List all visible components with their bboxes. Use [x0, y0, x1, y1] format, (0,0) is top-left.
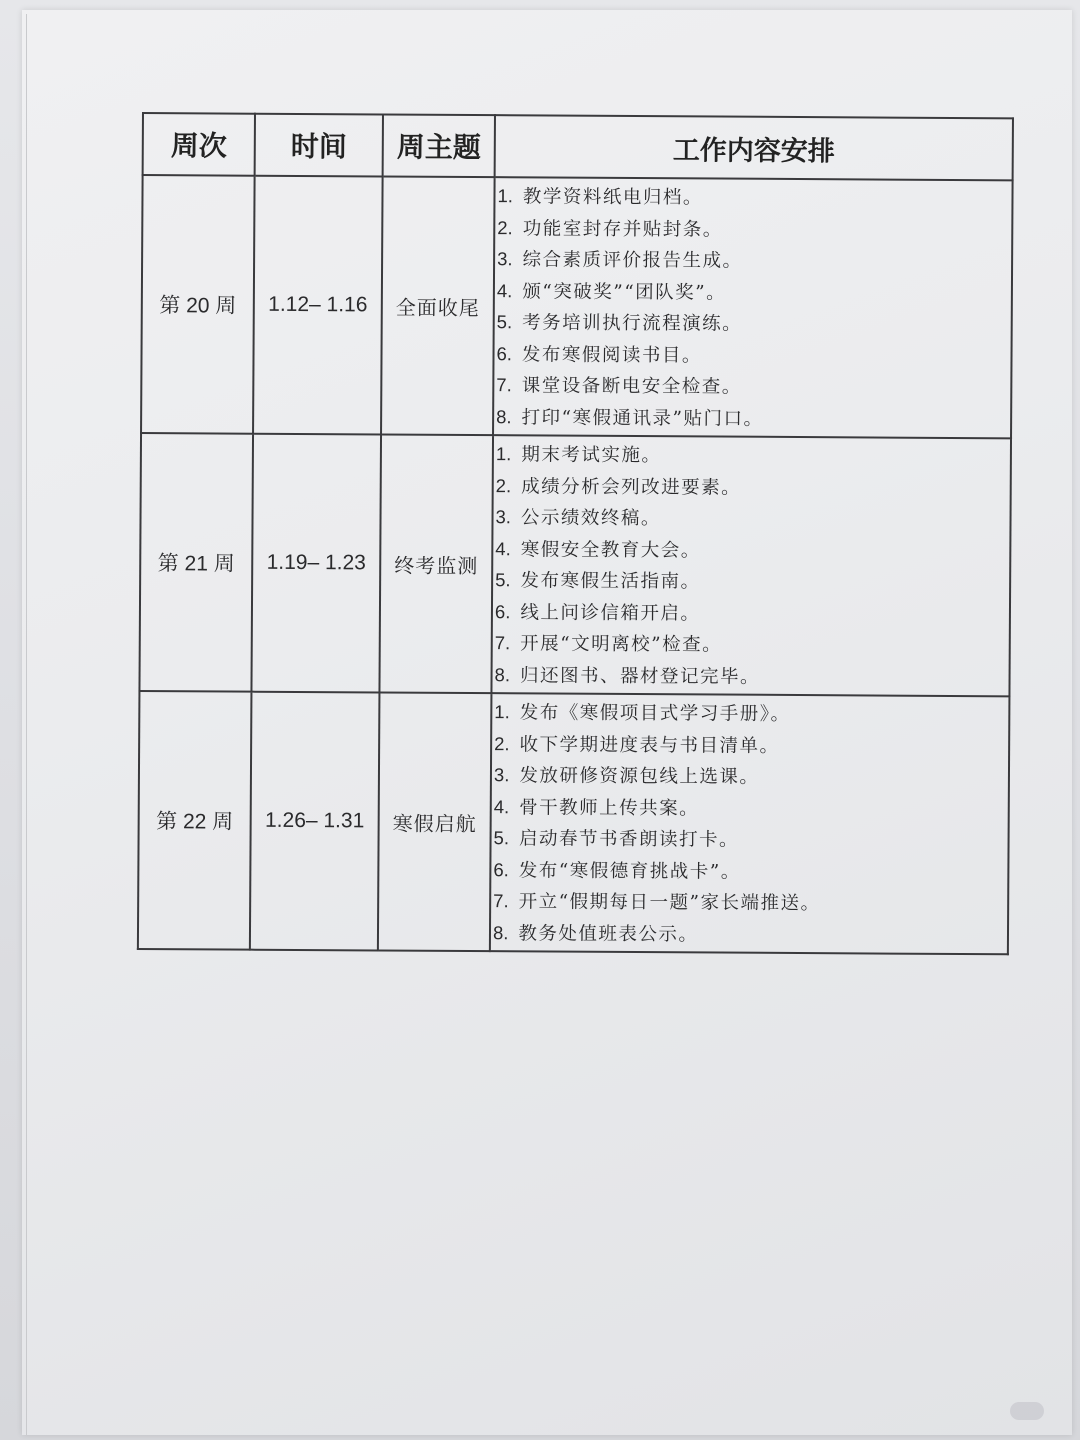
task-item	[496, 470, 1010, 505]
tasks-cell	[491, 435, 1011, 696]
task-item	[496, 369, 1010, 404]
task-number: 6.	[496, 342, 513, 364]
task-text: 教务处值班表公示。	[518, 922, 699, 945]
task-item	[495, 596, 1009, 631]
task-text: 公示绩效终稿。	[520, 507, 662, 530]
task-item	[495, 501, 1009, 536]
task-text: 成绩分析会列改进要素。	[521, 475, 742, 499]
task-number: 6.	[494, 600, 511, 622]
task-number: 7.	[494, 632, 511, 654]
task-item	[493, 885, 1007, 920]
task-text: 教学资料纸电归档。	[522, 186, 704, 209]
week-cell: 第 22 周	[138, 691, 252, 950]
task-text: 线上问诊信箱开启。	[520, 601, 701, 624]
task-item	[495, 533, 1009, 568]
time-cell: 1.26– 1.31	[250, 692, 380, 951]
week-cell: 第 21 周	[139, 433, 253, 692]
task-item	[497, 212, 1011, 247]
task-item	[497, 275, 1011, 310]
task-number: 6.	[493, 858, 509, 880]
task-number: 2.	[494, 732, 510, 754]
task-item	[497, 306, 1011, 341]
task-text: 发布《寒假项目式学习手册》。	[519, 702, 791, 725]
header-content: 工作内容安排	[495, 115, 1013, 180]
task-text: 发布寒假阅读书目。	[521, 343, 703, 366]
task-number: 1.	[494, 701, 510, 723]
task-item	[493, 822, 1007, 857]
task-item	[494, 696, 1008, 731]
task-item	[493, 854, 1007, 889]
header-time: 时间	[255, 114, 383, 177]
header-week: 周次	[143, 113, 255, 176]
task-text: 课堂设备断电安全检查。	[521, 375, 742, 398]
task-item	[496, 438, 1010, 473]
task-number: 2.	[495, 474, 512, 496]
task-number: 4.	[493, 795, 510, 817]
task-number: 7.	[493, 890, 509, 912]
task-number: 3.	[493, 764, 510, 786]
task-number: 5.	[493, 827, 510, 849]
task-item	[494, 759, 1008, 794]
tasks-cell	[490, 693, 1010, 954]
task-text: 期末考试实施。	[521, 444, 662, 467]
task-text: 功能室封存并贴封条。	[522, 217, 723, 241]
task-number: 3.	[497, 248, 513, 270]
task-text: 综合素质评价报告生成。	[522, 249, 743, 272]
task-number: 7.	[496, 374, 512, 396]
week-cell: 第 20 周	[141, 175, 255, 434]
schedule-table-wrapper	[137, 112, 1012, 955]
task-number: 4.	[495, 537, 511, 559]
task-item	[495, 627, 1009, 662]
watermark-badge	[1010, 1402, 1044, 1420]
task-text: 启动春节书香朗读打卡。	[518, 828, 740, 851]
task-text: 发布寒假生活指南。	[520, 570, 701, 593]
task-number: 2.	[497, 216, 513, 238]
table-row	[139, 433, 1011, 696]
task-number: 5.	[496, 311, 513, 333]
schedule-table	[137, 112, 1014, 955]
table-header-row	[143, 113, 1013, 180]
table-body	[138, 175, 1013, 954]
task-item	[496, 401, 1010, 436]
task-item	[497, 243, 1011, 278]
task-item	[497, 180, 1011, 215]
task-text: 发放研修资源包线上选课。	[519, 765, 760, 788]
task-item	[495, 564, 1009, 599]
task-text: 颁“突破奖”“团队奖”。	[522, 280, 727, 304]
task-item	[494, 659, 1008, 694]
task-number: 4.	[496, 279, 513, 301]
theme-cell: 全面收尾	[381, 176, 495, 435]
task-item	[494, 791, 1008, 826]
task-text: 骨干教师上传共案。	[519, 796, 700, 819]
task-number: 1.	[495, 443, 512, 465]
task-number: 3.	[495, 506, 512, 528]
task-text: 发布“寒假德育挑战卡”。	[518, 859, 741, 883]
task-item	[494, 728, 1008, 763]
task-text: 打印“寒假通讯录”贴门口。	[521, 406, 764, 430]
table-row	[141, 175, 1013, 438]
show-through-text	[490, 955, 706, 981]
task-text: 开立“假期每日一题”家长端推送。	[518, 891, 821, 915]
header-theme: 周主题	[383, 114, 495, 177]
task-number: 5.	[495, 569, 511, 591]
tasks-cell	[493, 177, 1013, 438]
task-number: 8.	[496, 405, 512, 427]
table-row	[138, 691, 1010, 954]
time-cell: 1.12– 1.16	[253, 176, 383, 435]
theme-cell: 寒假启航	[378, 692, 492, 951]
time-cell: 1.19– 1.23	[251, 434, 381, 693]
task-number: 8.	[494, 663, 511, 685]
task-text: 寒假安全教育大会。	[520, 538, 701, 561]
task-text: 开展“文明离校”检查。	[520, 633, 723, 656]
task-number: 8.	[492, 921, 509, 943]
task-text: 考务培训执行流程演练。	[522, 312, 743, 335]
task-text: 收下学期进度表与书目清单。	[519, 733, 780, 757]
task-number: 1.	[497, 185, 513, 207]
theme-cell: 终考监测	[379, 434, 493, 693]
task-item	[493, 917, 1007, 952]
task-item	[496, 338, 1010, 373]
task-text: 归还图书、器材登记完毕。	[519, 664, 761, 688]
